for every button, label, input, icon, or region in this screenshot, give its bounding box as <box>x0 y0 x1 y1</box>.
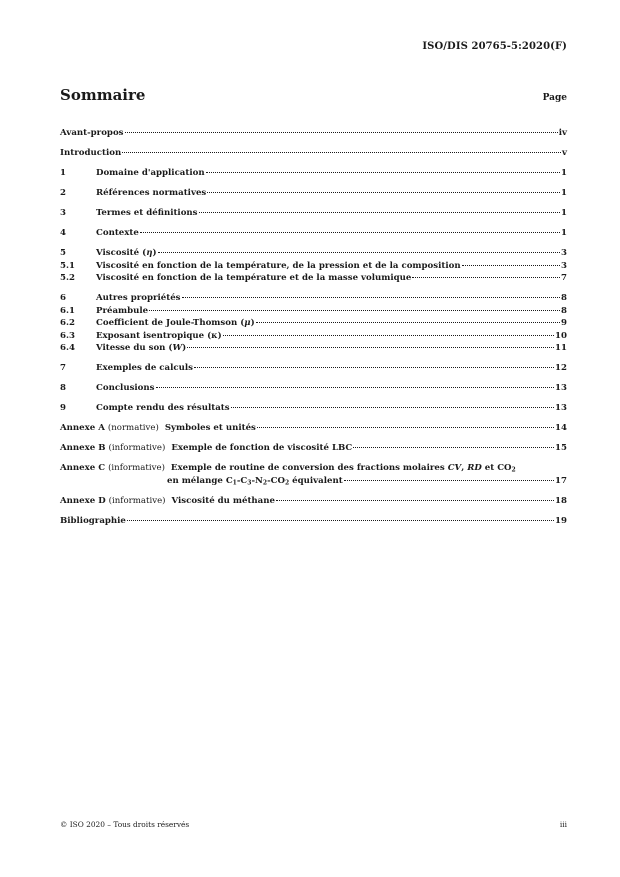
toc-entry-4[interactable]: 4 Contexte 1 <box>60 227 567 238</box>
page-number: 11 <box>555 343 567 354</box>
dot-leader <box>207 192 560 193</box>
section-number: 6.2 <box>60 318 75 329</box>
page-number: 10 <box>555 330 567 341</box>
page-number: 19 <box>555 515 567 526</box>
annex-kind: (informative) <box>108 443 166 454</box>
toc-entry-avant-propos[interactable]: Avant-propos iv <box>60 128 567 138</box>
toc-entry-5-2[interactable]: 5.2 Viscosité en fonction de la température et de la masse volumique 7 <box>60 273 567 284</box>
dot-leader <box>140 232 560 233</box>
annex-label: Annexe C <box>60 463 106 474</box>
copyright-notice: © ISO 2020 – Tous droits réservés <box>60 820 190 829</box>
page-number: 15 <box>555 443 567 454</box>
page-number: 8 <box>561 293 567 304</box>
dot-leader <box>257 427 554 428</box>
toc-entry-3[interactable]: 3 Termes et définitions 1 <box>60 207 567 218</box>
page-number: 1 <box>561 187 567 198</box>
annex-kind: (informative) <box>108 495 166 506</box>
page-number: 1 <box>561 207 567 218</box>
page-number: 14 <box>555 423 567 434</box>
page-number: 7 <box>561 273 567 284</box>
dot-leader <box>122 152 561 153</box>
dot-leader <box>199 212 561 213</box>
mu-symbol: μ <box>244 318 251 329</box>
section-number: 1 <box>60 167 66 178</box>
toc-entry-6-4[interactable]: 6.4 Vitesse du son (W) 11 <box>60 343 567 354</box>
section-number: 6 <box>60 293 66 304</box>
dot-leader <box>353 447 554 448</box>
page-number: 9 <box>561 318 567 329</box>
toc-entry-5-1[interactable]: 5.1 Viscosité en fonction de la température, de la pression et de la composition 3 <box>60 260 567 271</box>
section-number: 8 <box>60 383 66 394</box>
annex-kind: (informative) <box>108 463 165 474</box>
dot-leader <box>412 277 560 278</box>
toc-entry-9[interactable]: 9 Compte rendu des résultats 13 <box>60 403 567 414</box>
section-number: 7 <box>60 363 66 374</box>
page-number: 12 <box>555 363 567 374</box>
page-number: 18 <box>555 495 567 506</box>
dot-leader <box>256 322 560 323</box>
dot-leader <box>158 252 561 253</box>
section-number: 6.3 <box>60 330 75 341</box>
page-number: 13 <box>555 383 567 394</box>
page-number: 1 <box>561 167 567 178</box>
dot-leader <box>194 367 554 368</box>
toc-entry-introduction[interactable]: Introduction v <box>60 147 567 158</box>
toc-entry-6[interactable]: 6 Autres propriétés 8 <box>60 293 567 304</box>
section-number: 5 <box>60 247 66 258</box>
annex-label: Annexe B <box>60 443 106 454</box>
toc-entry-5[interactable]: 5 Viscosité (η) 3 <box>60 247 567 258</box>
table-of-contents <box>60 127 567 528</box>
section-number: 6.4 <box>60 343 75 354</box>
page-number: 17 <box>555 475 567 486</box>
page-number: 13 <box>555 403 567 414</box>
page-number: iv <box>558 128 567 138</box>
dot-leader <box>344 480 554 481</box>
dot-leader <box>127 520 554 521</box>
page-title: Sommaire <box>60 86 146 104</box>
page-number: v <box>562 147 567 158</box>
dot-leader <box>223 335 554 336</box>
footer-page-number: iii <box>559 820 567 829</box>
toc-entry-6-3[interactable]: 6.3 Exposant isentropique (κ) 10 <box>60 330 567 341</box>
toc-entry-6-1[interactable]: 6.1 Préambule 8 <box>60 305 567 316</box>
annex-label: Annexe A <box>60 423 105 434</box>
toc-entry-annexe-c[interactable]: Annexe C (informative) Exemple de routine de conversion des fractions molaires CV, RD et $CO_2$ en mélange $C_1-C_3-N_2-CO_2$ équivalent 17 <box>60 463 567 487</box>
dot-leader <box>462 265 560 266</box>
toc-entry-1[interactable]: 1 Domaine d'application 1 <box>60 167 567 178</box>
toc-entry-annexe-b[interactable]: Annexe B (informative) Exemple de fonction de viscosité LBC 15 <box>60 443 567 454</box>
page-column-label: Page <box>542 93 567 103</box>
section-number: 2 <box>60 187 66 198</box>
toc-entry-7[interactable]: 7 Exemples de calculs 12 <box>60 363 567 374</box>
section-number: 4 <box>60 227 66 238</box>
dot-leader <box>125 132 558 133</box>
section-number: 5.2 <box>60 273 75 284</box>
dot-leader <box>187 347 554 348</box>
page-number: 1 <box>561 227 567 238</box>
page-footer <box>60 820 567 829</box>
page-number: 8 <box>561 305 567 316</box>
page-number: 3 <box>561 247 567 258</box>
annex-label: Annexe D <box>60 495 106 506</box>
dot-leader <box>149 310 560 311</box>
page-number: 3 <box>561 260 567 271</box>
dot-leader <box>276 500 554 501</box>
toc-entry-2[interactable]: 2 Références normatives 1 <box>60 187 567 198</box>
dot-leader <box>206 172 560 173</box>
section-number: 3 <box>60 207 66 218</box>
section-number: 6.1 <box>60 305 75 316</box>
toc-entry-annexe-a[interactable]: Annexe A (normative) Symboles et unités 14 <box>60 423 567 434</box>
toc-entry-6-2[interactable]: 6.2 Coefficient de Joule-Thomson (μ) 9 <box>60 318 567 329</box>
dot-leader <box>231 407 554 408</box>
w-symbol: W <box>172 343 183 354</box>
annex-kind: (normative) <box>107 423 159 434</box>
section-number: 9 <box>60 403 66 414</box>
toc-heading-row <box>60 86 567 104</box>
toc-entry-annexe-d[interactable]: Annexe D (informative) Viscosité du méthane 18 <box>60 495 567 506</box>
section-number: 5.1 <box>60 260 75 271</box>
toc-entry-bibliographie[interactable]: Bibliographie 19 <box>60 515 567 526</box>
dot-leader <box>182 297 560 298</box>
eta-symbol: η <box>146 247 153 258</box>
toc-entry-8[interactable]: 8 Conclusions 13 <box>60 383 567 394</box>
dot-leader <box>156 387 555 388</box>
document-id: ISO/DIS 20765-5:2020(F) <box>422 41 567 52</box>
